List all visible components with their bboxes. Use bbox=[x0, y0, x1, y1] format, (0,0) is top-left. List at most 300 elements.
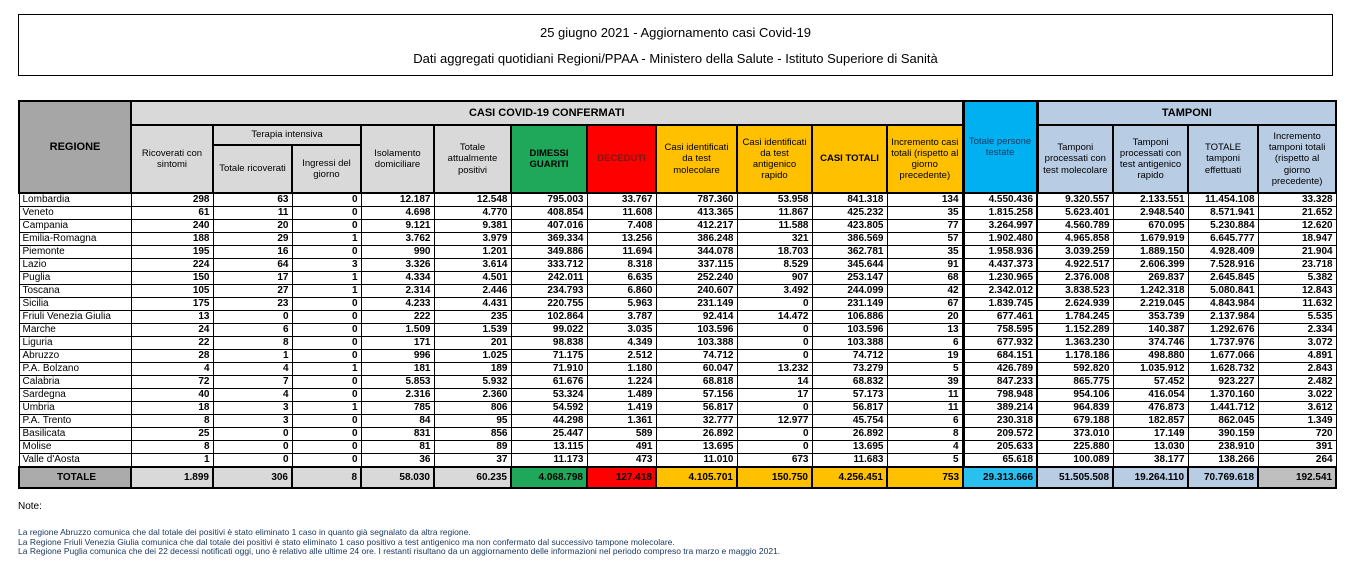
col-header-casi-molecolare: Casi identificati da test molecolare bbox=[656, 125, 737, 193]
value-cell: 806 bbox=[434, 402, 511, 415]
value-cell: 5.853 bbox=[361, 376, 434, 389]
bulletin-title: 25 giugno 2021 - Aggiornamento casi Covid-19 bbox=[539, 25, 811, 40]
value-cell: 244.099 bbox=[812, 285, 887, 298]
value-cell: 231.149 bbox=[812, 298, 887, 311]
value-cell: 0 bbox=[292, 311, 361, 324]
region-name-cell: Puglia bbox=[19, 272, 131, 285]
value-cell: 337.115 bbox=[656, 259, 737, 272]
region-name-cell: Campania bbox=[19, 220, 131, 233]
table-row bbox=[19, 311, 1336, 324]
value-cell: 188 bbox=[131, 233, 213, 246]
value-cell: 1.677.066 bbox=[1188, 350, 1258, 363]
value-cell: 4.891 bbox=[1258, 350, 1336, 363]
value-cell: 1.679.919 bbox=[1113, 233, 1188, 246]
value-cell: 345.644 bbox=[812, 259, 887, 272]
value-cell: 4.770 bbox=[434, 207, 511, 220]
value-cell: 234.793 bbox=[511, 285, 587, 298]
value-cell: 4.105.701 bbox=[656, 467, 737, 488]
value-cell: 2.316 bbox=[361, 389, 434, 402]
value-cell: 389.214 bbox=[963, 402, 1037, 415]
value-cell: 11.608 bbox=[587, 207, 656, 220]
value-cell: 11 bbox=[887, 389, 963, 402]
col-header-deceduti: DECEDUTI bbox=[587, 125, 656, 193]
value-cell: 795.003 bbox=[511, 193, 587, 207]
value-cell: 8 bbox=[131, 415, 213, 428]
value-cell: 13 bbox=[887, 324, 963, 337]
value-cell: 3.979 bbox=[434, 233, 511, 246]
table-header bbox=[19, 101, 1336, 193]
value-cell: 2.334 bbox=[1258, 324, 1336, 337]
value-cell: 3.326 bbox=[361, 259, 434, 272]
value-cell: 589 bbox=[587, 428, 656, 441]
value-cell: 386.569 bbox=[812, 233, 887, 246]
value-cell: 907 bbox=[737, 272, 812, 285]
table-row bbox=[19, 246, 1336, 259]
value-cell: 13.115 bbox=[511, 441, 587, 454]
value-cell: 3 bbox=[213, 402, 292, 415]
value-cell: 240 bbox=[131, 220, 213, 233]
col-header-tamponi-antigenico: Tamponi processati con test antigenico rapido bbox=[1113, 125, 1188, 193]
value-cell: 91 bbox=[887, 259, 963, 272]
value-cell: 20 bbox=[213, 220, 292, 233]
value-cell: 0 bbox=[213, 428, 292, 441]
col-header-ti-totale: Totale ricoverati bbox=[213, 145, 292, 193]
table-row bbox=[19, 363, 1336, 376]
value-cell: 103.388 bbox=[656, 337, 737, 350]
value-cell: 58.030 bbox=[361, 467, 434, 488]
value-cell: 1.419 bbox=[587, 402, 656, 415]
region-name-cell: P.A. Trento bbox=[19, 415, 131, 428]
value-cell: 11.632 bbox=[1258, 298, 1336, 311]
value-cell: 3.614 bbox=[434, 259, 511, 272]
value-cell: 2.342.012 bbox=[963, 285, 1037, 298]
value-cell: 222 bbox=[361, 311, 434, 324]
value-cell: 1.889.150 bbox=[1113, 246, 1188, 259]
value-cell: 996 bbox=[361, 350, 434, 363]
value-cell: 56.817 bbox=[812, 402, 887, 415]
value-cell: 592.820 bbox=[1037, 363, 1113, 376]
table-row bbox=[19, 233, 1336, 246]
value-cell: 12.187 bbox=[361, 193, 434, 207]
value-cell: 18.703 bbox=[737, 246, 812, 259]
region-name-cell: Calabria bbox=[19, 376, 131, 389]
value-cell: 242.011 bbox=[511, 272, 587, 285]
value-cell: 13.695 bbox=[812, 441, 887, 454]
value-cell: 9.320.557 bbox=[1037, 193, 1113, 207]
value-cell: 0 bbox=[213, 441, 292, 454]
value-cell: 407.016 bbox=[511, 220, 587, 233]
value-cell: 4.922.517 bbox=[1037, 259, 1113, 272]
value-cell: 8 bbox=[213, 337, 292, 350]
value-cell: 0 bbox=[292, 207, 361, 220]
value-cell: 106.886 bbox=[812, 311, 887, 324]
col-header-dimessi-guariti: DIMESSI GUARITI bbox=[511, 125, 587, 193]
value-cell: 2.446 bbox=[434, 285, 511, 298]
value-cell: 3.838.523 bbox=[1037, 285, 1113, 298]
value-cell: 1.180 bbox=[587, 363, 656, 376]
value-cell: 6.860 bbox=[587, 285, 656, 298]
value-cell: 45.754 bbox=[812, 415, 887, 428]
value-cell: 23.718 bbox=[1258, 259, 1336, 272]
value-cell: 18 bbox=[131, 402, 213, 415]
value-cell: 11.588 bbox=[737, 220, 812, 233]
value-cell: 758.595 bbox=[963, 324, 1037, 337]
value-cell: 67 bbox=[887, 298, 963, 311]
value-cell: 1.539 bbox=[434, 324, 511, 337]
value-cell: 4.965.858 bbox=[1037, 233, 1113, 246]
value-cell: 29 bbox=[213, 233, 292, 246]
value-cell: 0 bbox=[737, 402, 812, 415]
value-cell: 491 bbox=[587, 441, 656, 454]
value-cell: 252.240 bbox=[656, 272, 737, 285]
value-cell: 25.447 bbox=[511, 428, 587, 441]
value-cell: 14 bbox=[737, 376, 812, 389]
value-cell: 0 bbox=[292, 298, 361, 311]
value-cell: 100.089 bbox=[1037, 454, 1113, 468]
region-name-cell: Lombardia bbox=[19, 193, 131, 207]
value-cell: 1.292.676 bbox=[1188, 324, 1258, 337]
value-cell: 11.454.108 bbox=[1188, 193, 1258, 207]
value-cell: 11.683 bbox=[812, 454, 887, 468]
value-cell: 61.676 bbox=[511, 376, 587, 389]
covid-data-table bbox=[18, 100, 1337, 489]
value-cell: 11.694 bbox=[587, 246, 656, 259]
value-cell: 1.370.160 bbox=[1188, 389, 1258, 402]
value-cell: 57.452 bbox=[1113, 376, 1188, 389]
value-cell: 2.376.008 bbox=[1037, 272, 1113, 285]
value-cell: 35 bbox=[887, 207, 963, 220]
value-cell: 6 bbox=[213, 324, 292, 337]
value-cell: 1.958.936 bbox=[963, 246, 1037, 259]
value-cell: 4.349 bbox=[587, 337, 656, 350]
value-cell: 0 bbox=[737, 324, 812, 337]
notes-heading: Note: bbox=[18, 501, 42, 512]
value-cell: 3.039.259 bbox=[1037, 246, 1113, 259]
value-cell: 102.864 bbox=[511, 311, 587, 324]
value-cell: 1.230.965 bbox=[963, 272, 1037, 285]
value-cell: 68.818 bbox=[656, 376, 737, 389]
table-row bbox=[19, 376, 1336, 389]
value-cell: 1 bbox=[292, 285, 361, 298]
value-cell: 954.106 bbox=[1037, 389, 1113, 402]
value-cell: 2.133.551 bbox=[1113, 193, 1188, 207]
value-cell: 57 bbox=[887, 233, 963, 246]
notes-section bbox=[18, 501, 1338, 557]
region-name-cell: Valle d'Aosta bbox=[19, 454, 131, 468]
value-cell: 57.173 bbox=[812, 389, 887, 402]
value-cell: 3.787 bbox=[587, 311, 656, 324]
value-cell: 416.054 bbox=[1113, 389, 1188, 402]
value-cell: 205.633 bbox=[963, 441, 1037, 454]
table-body bbox=[19, 193, 1336, 488]
value-cell: 4 bbox=[213, 389, 292, 402]
value-cell: 0 bbox=[737, 298, 812, 311]
col-header-casi-antigenico: Casi identificati da test antigenico rapido bbox=[737, 125, 812, 193]
value-cell: 127.418 bbox=[587, 467, 656, 488]
value-cell: 9.381 bbox=[434, 220, 511, 233]
value-cell: 51.505.508 bbox=[1037, 467, 1113, 488]
value-cell: 677.461 bbox=[963, 311, 1037, 324]
region-name-cell: Marche bbox=[19, 324, 131, 337]
value-cell: 138.266 bbox=[1188, 454, 1258, 468]
value-cell: 103.388 bbox=[812, 337, 887, 350]
value-cell: 0 bbox=[292, 324, 361, 337]
value-cell: 1.839.745 bbox=[963, 298, 1037, 311]
value-cell: 27 bbox=[213, 285, 292, 298]
value-cell: 2.512 bbox=[587, 350, 656, 363]
value-cell: 181 bbox=[361, 363, 434, 376]
value-cell: 38.177 bbox=[1113, 454, 1188, 468]
value-cell: 0 bbox=[292, 337, 361, 350]
value-cell: 5 bbox=[887, 454, 963, 468]
table-row bbox=[19, 350, 1336, 363]
value-cell: 425.232 bbox=[812, 207, 887, 220]
note-item: La regione Abruzzo comunica che dal totale dei positivi è stato eliminato 1 caso in quanto già segnalato da altra regione. bbox=[18, 527, 471, 537]
value-cell: 18.947 bbox=[1258, 233, 1336, 246]
value-cell: 21.904 bbox=[1258, 246, 1336, 259]
value-cell: 4.431 bbox=[434, 298, 511, 311]
table-row bbox=[19, 285, 1336, 298]
value-cell: 5.623.401 bbox=[1037, 207, 1113, 220]
value-cell: 6.635 bbox=[587, 272, 656, 285]
value-cell: 0 bbox=[292, 220, 361, 233]
value-cell: 4.928.409 bbox=[1188, 246, 1258, 259]
value-cell: 964.839 bbox=[1037, 402, 1113, 415]
value-cell: 4.843.984 bbox=[1188, 298, 1258, 311]
value-cell: 1.441.712 bbox=[1188, 402, 1258, 415]
region-name-cell: Piemonte bbox=[19, 246, 131, 259]
value-cell: 95 bbox=[434, 415, 511, 428]
value-cell: 253.147 bbox=[812, 272, 887, 285]
value-cell: 1 bbox=[292, 402, 361, 415]
value-cell: 84 bbox=[361, 415, 434, 428]
value-cell: 0 bbox=[737, 441, 812, 454]
value-cell: 6 bbox=[887, 337, 963, 350]
value-cell: 74.712 bbox=[656, 350, 737, 363]
value-cell: 134 bbox=[887, 193, 963, 207]
value-cell: 103.596 bbox=[812, 324, 887, 337]
value-cell: 209.572 bbox=[963, 428, 1037, 441]
value-cell: 201 bbox=[434, 337, 511, 350]
value-cell: 230.318 bbox=[963, 415, 1037, 428]
value-cell: 17.149 bbox=[1113, 428, 1188, 441]
region-name-cell: Toscana bbox=[19, 285, 131, 298]
table-row bbox=[19, 272, 1336, 285]
value-cell: 2.645.845 bbox=[1188, 272, 1258, 285]
value-cell: 412.217 bbox=[656, 220, 737, 233]
value-cell: 70.769.618 bbox=[1188, 467, 1258, 488]
value-cell: 26.892 bbox=[812, 428, 887, 441]
table-row bbox=[19, 402, 1336, 415]
value-cell: 235 bbox=[434, 311, 511, 324]
table-row bbox=[19, 220, 1336, 233]
value-cell: 0 bbox=[292, 428, 361, 441]
col-header-persone-testate: Totale persone testate bbox=[963, 101, 1037, 193]
value-cell: 990 bbox=[361, 246, 434, 259]
value-cell: 22 bbox=[131, 337, 213, 350]
value-cell: 1.201 bbox=[434, 246, 511, 259]
value-cell: 61 bbox=[131, 207, 213, 220]
value-cell: 189 bbox=[434, 363, 511, 376]
value-cell: 4 bbox=[213, 363, 292, 376]
value-cell: 53.958 bbox=[737, 193, 812, 207]
value-cell: 11.867 bbox=[737, 207, 812, 220]
value-cell: 1.509 bbox=[361, 324, 434, 337]
value-cell: 2.606.399 bbox=[1113, 259, 1188, 272]
table-row bbox=[19, 298, 1336, 311]
value-cell: 1.899 bbox=[131, 467, 213, 488]
value-cell: 1.035.912 bbox=[1113, 363, 1188, 376]
value-cell: 224 bbox=[131, 259, 213, 272]
value-cell: 344.078 bbox=[656, 246, 737, 259]
value-cell: 269.837 bbox=[1113, 272, 1188, 285]
value-cell: 0 bbox=[737, 428, 812, 441]
region-name-cell: Basilicata bbox=[19, 428, 131, 441]
col-header-ti-ingressi: Ingressi del giorno bbox=[292, 145, 361, 193]
value-cell: 7 bbox=[213, 376, 292, 389]
value-cell: 498.880 bbox=[1113, 350, 1188, 363]
value-cell: 408.854 bbox=[511, 207, 587, 220]
value-cell: 3.264.997 bbox=[963, 220, 1037, 233]
value-cell: 103.596 bbox=[656, 324, 737, 337]
value-cell: 71.175 bbox=[511, 350, 587, 363]
value-cell: 8 bbox=[887, 428, 963, 441]
region-name-cell: Emilia-Romagna bbox=[19, 233, 131, 246]
value-cell: 4 bbox=[887, 441, 963, 454]
value-cell: 0 bbox=[213, 454, 292, 468]
bulletin-subtitle: Dati aggregati quotidiani Regioni/PPAA - Ministero della Salute - Istituto Superiore di Sanità bbox=[413, 51, 938, 66]
value-cell: 670.095 bbox=[1113, 220, 1188, 233]
value-cell: 11.010 bbox=[656, 454, 737, 468]
value-cell: 14.472 bbox=[737, 311, 812, 324]
value-cell: 841.318 bbox=[812, 193, 887, 207]
value-cell: 81 bbox=[361, 441, 434, 454]
value-cell: 862.045 bbox=[1188, 415, 1258, 428]
value-cell: 4.698 bbox=[361, 207, 434, 220]
table-row bbox=[19, 337, 1336, 350]
value-cell: 2.360 bbox=[434, 389, 511, 402]
table-row bbox=[19, 259, 1336, 272]
value-cell: 1.349 bbox=[1258, 415, 1336, 428]
value-cell: 25 bbox=[131, 428, 213, 441]
value-cell: 9.121 bbox=[361, 220, 434, 233]
value-cell: 40 bbox=[131, 389, 213, 402]
value-cell: 373.010 bbox=[1037, 428, 1113, 441]
value-cell: 679.188 bbox=[1037, 415, 1113, 428]
value-cell: 362.781 bbox=[812, 246, 887, 259]
value-cell: 89 bbox=[434, 441, 511, 454]
value-cell: 4 bbox=[131, 363, 213, 376]
value-cell: 0 bbox=[213, 311, 292, 324]
value-cell: 2.948.540 bbox=[1113, 207, 1188, 220]
region-name-cell: Liguria bbox=[19, 337, 131, 350]
col-header-casi-totali: CASI TOTALI bbox=[812, 125, 887, 193]
region-name-cell: Lazio bbox=[19, 259, 131, 272]
value-cell: 856 bbox=[434, 428, 511, 441]
value-cell: 4.501 bbox=[434, 272, 511, 285]
table-row bbox=[19, 441, 1336, 454]
value-cell: 13.030 bbox=[1113, 441, 1188, 454]
value-cell: 3.492 bbox=[737, 285, 812, 298]
value-cell: 3 bbox=[213, 415, 292, 428]
value-cell: 29.313.666 bbox=[963, 467, 1037, 488]
value-cell: 353.739 bbox=[1113, 311, 1188, 324]
value-cell: 225.880 bbox=[1037, 441, 1113, 454]
value-cell: 54.592 bbox=[511, 402, 587, 415]
title-box bbox=[18, 14, 1333, 76]
value-cell: 1.628.732 bbox=[1188, 363, 1258, 376]
value-cell: 0 bbox=[292, 415, 361, 428]
value-cell: 0 bbox=[292, 376, 361, 389]
value-cell: 13 bbox=[131, 311, 213, 324]
value-cell: 787.360 bbox=[656, 193, 737, 207]
value-cell: 7.408 bbox=[587, 220, 656, 233]
value-cell: 798.948 bbox=[963, 389, 1037, 402]
value-cell: 231.149 bbox=[656, 298, 737, 311]
value-cell: 1 bbox=[292, 272, 361, 285]
value-cell: 150 bbox=[131, 272, 213, 285]
value-cell: 1.737.976 bbox=[1188, 337, 1258, 350]
value-cell: 1.242.318 bbox=[1113, 285, 1188, 298]
value-cell: 391 bbox=[1258, 441, 1336, 454]
value-cell: 5.080.841 bbox=[1188, 285, 1258, 298]
value-cell: 4.550.436 bbox=[963, 193, 1037, 207]
value-cell: 7.528.916 bbox=[1188, 259, 1258, 272]
value-cell: 19.264.110 bbox=[1113, 467, 1188, 488]
value-cell: 0 bbox=[292, 454, 361, 468]
value-cell: 2.624.939 bbox=[1037, 298, 1113, 311]
value-cell: 3.762 bbox=[361, 233, 434, 246]
group-header-casi-confermati: CASI COVID-19 CONFERMATI bbox=[131, 101, 963, 125]
value-cell: 11 bbox=[213, 207, 292, 220]
value-cell: 99.022 bbox=[511, 324, 587, 337]
value-cell: 5.230.884 bbox=[1188, 220, 1258, 233]
value-cell: 60.235 bbox=[434, 467, 511, 488]
value-cell: 13.695 bbox=[656, 441, 737, 454]
value-cell: 4.068.798 bbox=[511, 467, 587, 488]
value-cell: 11 bbox=[887, 402, 963, 415]
value-cell: 3.022 bbox=[1258, 389, 1336, 402]
value-cell: 8.529 bbox=[737, 259, 812, 272]
value-cell: 423.805 bbox=[812, 220, 887, 233]
value-cell: 1.489 bbox=[587, 389, 656, 402]
table-row bbox=[19, 207, 1336, 220]
value-cell: 333.712 bbox=[511, 259, 587, 272]
region-name-cell: Friuli Venezia Giulia bbox=[19, 311, 131, 324]
value-cell: 56.817 bbox=[656, 402, 737, 415]
value-cell: 0 bbox=[292, 193, 361, 207]
value-cell: 3 bbox=[292, 259, 361, 272]
value-cell: 3.612 bbox=[1258, 402, 1336, 415]
region-name-cell: Veneto bbox=[19, 207, 131, 220]
value-cell: 6 bbox=[887, 415, 963, 428]
value-cell: 3.072 bbox=[1258, 337, 1336, 350]
value-cell: 192.541 bbox=[1258, 467, 1336, 488]
value-cell: 17 bbox=[213, 272, 292, 285]
value-cell: 171 bbox=[361, 337, 434, 350]
value-cell: 53.324 bbox=[511, 389, 587, 402]
value-cell: 33.328 bbox=[1258, 193, 1336, 207]
value-cell: 753 bbox=[887, 467, 963, 488]
value-cell: 11.173 bbox=[511, 454, 587, 468]
value-cell: 19 bbox=[887, 350, 963, 363]
value-cell: 1.025 bbox=[434, 350, 511, 363]
value-cell: 684.151 bbox=[963, 350, 1037, 363]
value-cell: 8.318 bbox=[587, 259, 656, 272]
value-cell: 1.361 bbox=[587, 415, 656, 428]
col-header-tamponi-molecolare: Tamponi processati con test molecolare bbox=[1037, 125, 1113, 193]
value-cell: 1 bbox=[213, 350, 292, 363]
